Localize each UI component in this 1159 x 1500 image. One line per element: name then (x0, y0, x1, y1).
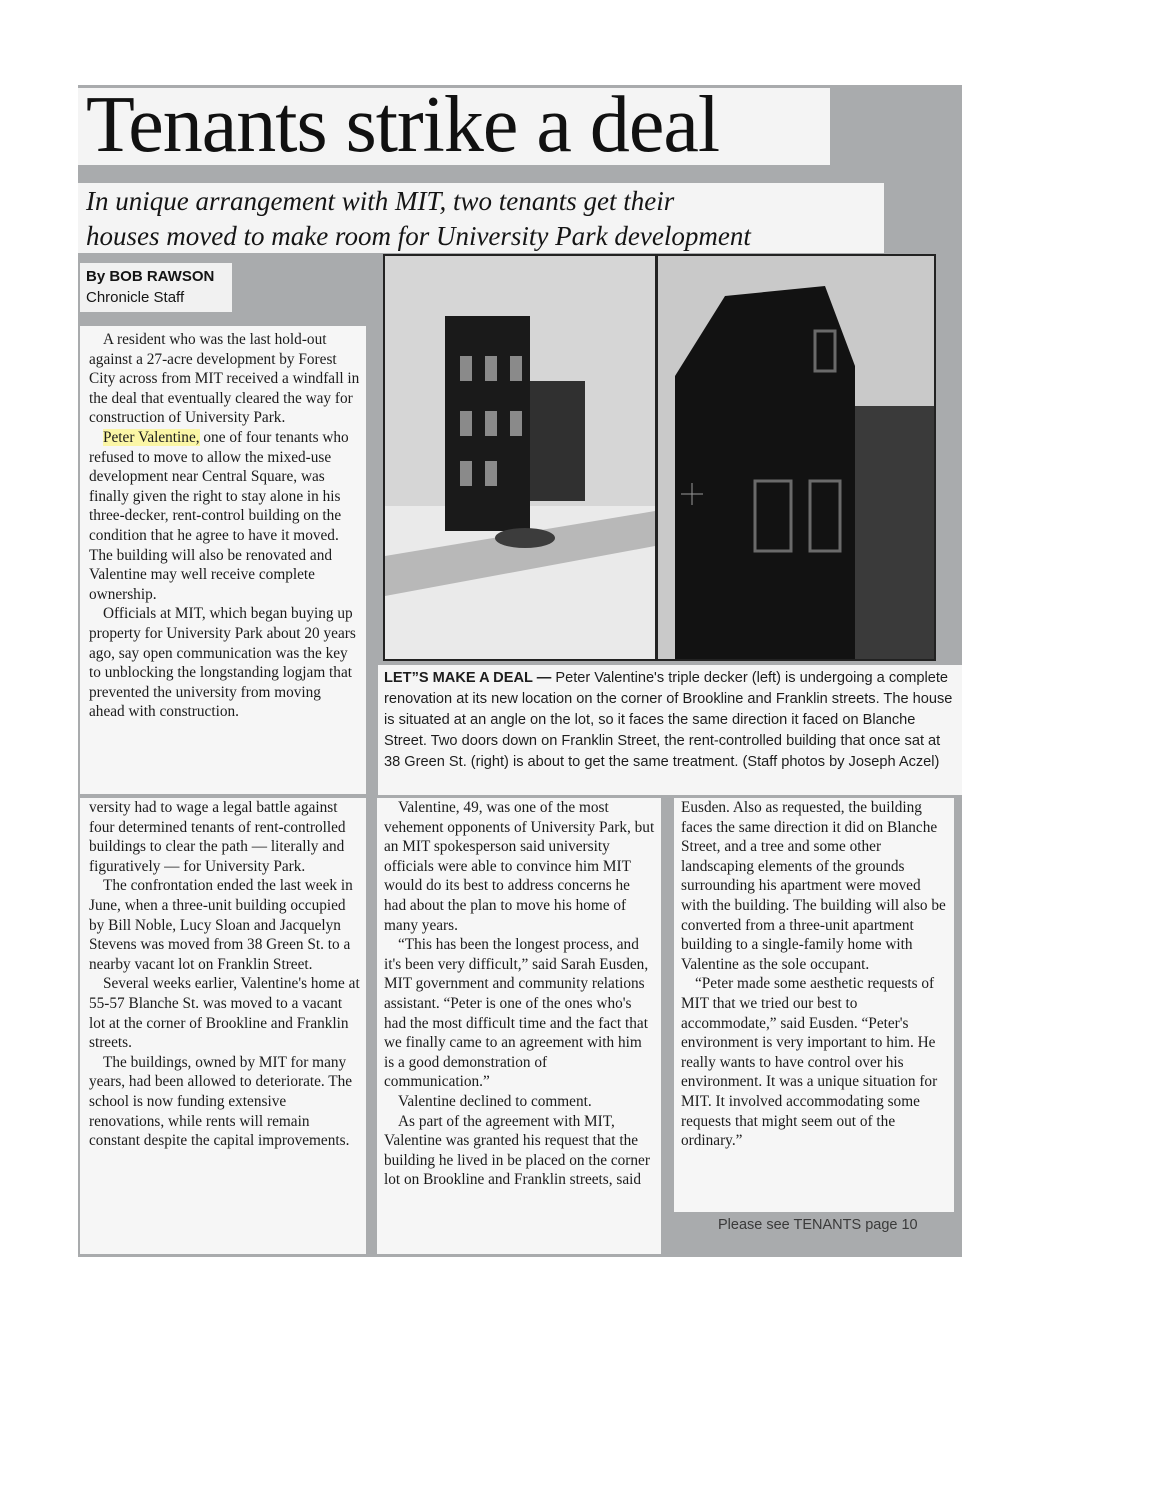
caption-lead: LET”S MAKE A DEAL — (384, 670, 552, 686)
paragraph: versity had to wage a legal battle against four determined tenants of rent-controlled buildings to clear the path — literally and figuratively — for University Park. (89, 799, 346, 875)
highlighted-name: Peter Valentine, (103, 428, 200, 446)
paragraph: Eusden. Also as requested, the building faces the same direction it did on Blanche Street, and a tree and some other landscaping elements of the grounds surrounding his apartment were moved with the building. The building will also be converted from a three-unit apartment building to a single-family home with Valentine as the sole occupant. (681, 799, 946, 973)
paragraph: Several weeks earlier, Valentine's home at 55-57 Blanche St. was moved to a vacant lot at the corner of Brookline and Franklin streets. (89, 975, 360, 1052)
left-photo-side-building (530, 381, 585, 501)
photo-caption (384, 668, 960, 773)
right-photo-building (675, 286, 855, 659)
subheadline (86, 184, 751, 254)
column-1-top (80, 326, 366, 794)
photo-pair (383, 254, 936, 661)
byline (86, 266, 214, 308)
column-1-bottom (80, 798, 366, 1254)
paragraph: A resident who was the last hold-out against a 27-acre development by Forest City across from MIT received a windfall in the deal that eventually cleared the way for construction of University Park. (89, 331, 360, 427)
byline-title: Chronicle Staff (86, 289, 185, 306)
caption-text: Peter Valentine's triple decker (left) is undergoing a complete renovation at its new location on the corner of Brookline and Franklin streets. The house is situated at an angle on the lot, so it faces the same direction it faced on Blanche Street. Two doors down on Franklin Street, the rent-controlled building that once sat at 38 Green St. (right) is about to get the same treatment. (Staff photos by Joseph Aczel) (384, 670, 953, 770)
column-2 (377, 798, 661, 1254)
left-photo-debris (495, 528, 555, 548)
paragraph: As part of the agreement with MIT, Valentine was granted his request that the building he lived in be placed on the corner lot on Brookline and Franklin streets, said (384, 1112, 650, 1189)
paragraph-text: one of four tenants who refused to move to allow the mixed-use development near Central Square, was finally given the right to stay alone in his three-decker, rent-control building on the condition that he agree to have it moved. The building will also be renovated and Valentine may well receive complete ownership. (89, 428, 349, 603)
right-photo-trees (855, 406, 934, 659)
paragraph: The confrontation ended the last week in June, when a three-unit building occupied by Bill Noble, Lucy Sloan and Jacquelyn Stevens was moved from 38 Green St. to a nearby vacant lot on Franklin Street. (89, 877, 353, 973)
photo-divider (655, 256, 658, 659)
subheadline-line-1: In unique arrangement with MIT, two tenants get their (86, 186, 675, 216)
paragraph: Valentine, 49, was one of the most vehement opponents of University Park, but an MIT spokesperson said university officials were able to convince him MIT would do its best to address concerns he had about the plan to move his home of many years. (384, 799, 655, 934)
column-3 (674, 798, 954, 1212)
house-photos (385, 256, 934, 659)
paragraph: Valentine declined to comment. (398, 1092, 592, 1110)
subheadline-line-2: houses moved to make room for University Park development (86, 221, 751, 251)
paragraph (89, 428, 360, 604)
headline: Tenants strike a deal (86, 81, 720, 169)
byline-author: By BOB RAWSON (86, 268, 215, 285)
paragraph: “This has been the longest process, and it's been very difficult,” said Sarah Eusden, MIT government and community relations assistant. “Peter is one of the ones who's had the most difficult time and the fact that we finally came to an agreement with him is a good demonstration of communication.” (384, 936, 649, 1091)
paragraph: Officials at MIT, which began buying up property for University Park about 20 years ago, say open communication was the key to unblocking the longstanding logjam that prevented the university from moving ahead with construction. (89, 605, 356, 721)
paragraph: The buildings, owned by MIT for many years, had been allowed to deteriorate. The school is now funding extensive renovations, while rents will remain constant despite the capital improvements. (89, 1053, 353, 1150)
paragraph: “Peter made some aesthetic requests of MIT that we tried our best to accommodate,” said Eusden. “Peter's environment is very important to him. He really wants to have control over his environment. It was a unique situation for MIT. It involved accommodating some requests that might seem out of the ordinary.” (681, 975, 938, 1150)
continued-line: Please see TENANTS page 10 (718, 1217, 918, 1233)
